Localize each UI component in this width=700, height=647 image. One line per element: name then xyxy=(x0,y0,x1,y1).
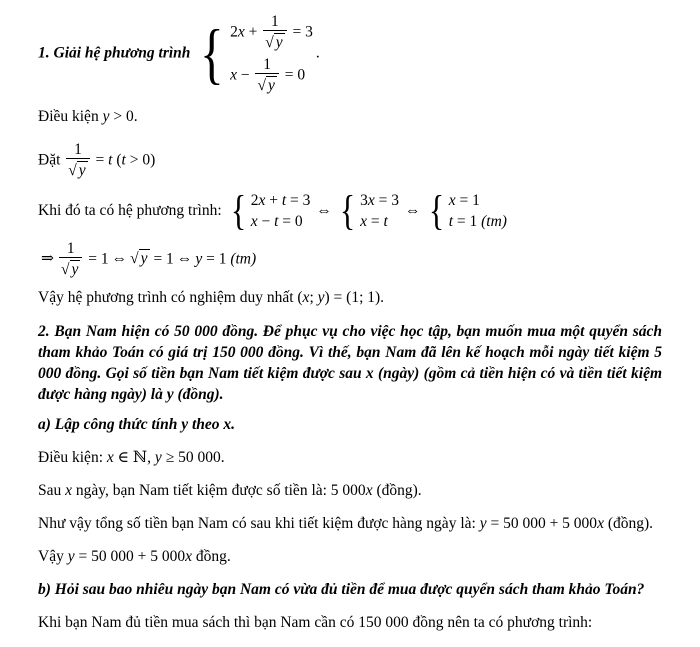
math-run: + xyxy=(265,191,282,209)
text-run: Điều kiện: xyxy=(38,448,107,466)
math-var: t xyxy=(448,212,454,230)
fraction-numerator: 1 xyxy=(271,13,279,30)
text-run: ∈ ℕ, xyxy=(113,448,155,466)
system-c-row-2 xyxy=(449,212,507,232)
left-brace-icon: { xyxy=(200,16,225,92)
text-run: = 50 000 + 5 000 xyxy=(74,547,186,565)
math-var: x xyxy=(106,448,114,466)
left-brace-icon: { xyxy=(230,187,246,235)
system-b-row-2 xyxy=(360,212,399,232)
fraction-numerator: 1 xyxy=(263,55,272,73)
math-run: = 0 xyxy=(280,66,306,84)
part-a-total-line xyxy=(38,514,662,534)
math-run: + xyxy=(244,23,262,41)
radical-icon: √ xyxy=(257,76,266,94)
fraction xyxy=(253,56,280,96)
math-var: x xyxy=(65,481,73,499)
problem-1-title: 1. Giải hệ phương trình xyxy=(38,44,191,62)
system-1-row-2 xyxy=(230,56,313,96)
condition-line xyxy=(38,107,662,127)
fraction-denominator xyxy=(255,73,278,96)
radical-icon: √ xyxy=(265,34,274,52)
system-b-rows xyxy=(360,191,399,232)
math-run: = 3 xyxy=(374,191,399,209)
math-var: x xyxy=(258,191,266,209)
math-run: = 1 xyxy=(84,250,109,268)
problem-1-conclusion xyxy=(38,288,662,308)
text-run: đồng. xyxy=(191,547,231,565)
math-run: > 0) xyxy=(125,151,156,169)
square-root xyxy=(265,34,284,51)
radicand: y xyxy=(267,76,275,94)
text-run: Khi đó ta có hệ phương trình: xyxy=(38,201,226,219)
equation-system-a xyxy=(229,187,311,235)
iff-icon: ⇔ xyxy=(176,250,193,268)
math-run: . xyxy=(315,44,320,62)
square-root xyxy=(130,250,149,267)
text-run: > 0. xyxy=(109,108,138,126)
fraction xyxy=(261,13,288,53)
math-var: y xyxy=(154,448,162,466)
math-var: y xyxy=(479,514,487,532)
system-a-row-1 xyxy=(251,191,311,211)
text-run: Sau xyxy=(38,481,66,499)
math-var: t xyxy=(383,212,388,230)
math-var: y xyxy=(67,547,75,565)
part-a-saving-line xyxy=(38,481,662,501)
left-brace-icon: { xyxy=(428,187,444,235)
fraction-denominator xyxy=(59,257,82,280)
math-var: x xyxy=(230,66,237,84)
fraction-numerator: 1 xyxy=(66,239,75,257)
left-brace-icon: { xyxy=(339,187,356,235)
math-var: x xyxy=(367,191,375,209)
square-root xyxy=(68,162,87,179)
part-a-title: a) Lập công thức tính y theo x. xyxy=(38,415,236,433)
text-run: Điều kiện xyxy=(38,108,103,126)
square-root xyxy=(257,77,276,94)
part-b-title: b) Hỏi sau bao nhiêu ngày bạn Nam có vừa đủ tiền để mua được quyển sách tham khảo Toán? xyxy=(38,580,645,598)
radicand: y xyxy=(71,260,79,278)
system-a-rows xyxy=(251,191,311,232)
text-run: Vậy xyxy=(38,547,68,565)
math-run: ( xyxy=(112,151,122,169)
math-var: t xyxy=(121,151,126,169)
radicand: y xyxy=(275,34,283,52)
math-run: = 3 xyxy=(288,23,313,41)
radical-icon: √ xyxy=(130,250,139,268)
math-var: y xyxy=(102,108,110,126)
math-run: = 3 xyxy=(286,191,311,209)
radical-icon: √ xyxy=(61,260,70,278)
iff-icon: ⇔ xyxy=(405,201,421,219)
part-b-line: Khi bạn Nam đủ tiền mua sách thì bạn Nam cần có 150 000 đồng nên ta có phương trình: xyxy=(38,613,593,631)
math-run: − xyxy=(257,212,275,230)
radicand: y xyxy=(78,162,86,180)
math-run: = 1 xyxy=(453,212,482,230)
math-run: = 1 xyxy=(149,250,174,268)
text-run: Đặt xyxy=(38,151,65,169)
part-a-condition xyxy=(38,448,662,468)
math-run: = 0 xyxy=(278,212,303,230)
fraction-denominator xyxy=(66,158,89,181)
problem-2-statement: 2. Bạn Nam hiện có 50 000 đồng. Để phục vụ cho việc học tập, bạn muốn mua một quyển sách tham khảo Toán có giá trị 150 000 đồng. Vì thế, bạn Nam đã lên kế hoạch mỗi ngày tiết kiệm 5 000 đồng. Gọi số tiền bạn Nam tiết kiệm được sau x (ngày) (gồm cả tiền hiện có và tiền tiết kiệm được hàng ngày) là y (đồng). xyxy=(38,322,662,403)
math-var: x xyxy=(237,23,245,41)
text-run: Như vậy tổng số tiền bạn Nam có sau khi tiết kiệm được hàng ngày là: xyxy=(38,514,480,532)
substitution-line xyxy=(38,141,662,181)
radical-icon: √ xyxy=(68,162,77,180)
math-run: 2 xyxy=(250,191,259,209)
text-run: Vậy hệ phương trình có nghiệm duy nhất ( xyxy=(38,288,303,306)
radicand: y xyxy=(140,250,148,268)
math-run-tm: (tm) xyxy=(481,212,507,230)
system-1-rows xyxy=(230,13,313,95)
text-run: ≥ 50 000. xyxy=(161,448,225,466)
fraction-denominator xyxy=(263,30,286,53)
solve-systems-line xyxy=(38,187,662,235)
implies-icon: ⇒ xyxy=(41,250,54,268)
system-c-row-1 xyxy=(449,191,507,211)
iff-icon: ⇔ xyxy=(111,250,128,268)
equation-system-1 xyxy=(197,13,313,95)
deduction-line xyxy=(38,240,662,280)
math-var: x xyxy=(250,212,258,230)
math-var: x xyxy=(597,514,604,532)
fraction-numerator: 1 xyxy=(74,141,82,159)
equation-system-b xyxy=(338,187,399,235)
text-run: ; xyxy=(309,288,318,306)
text-run: (đồng). xyxy=(603,514,654,532)
problem-1-header xyxy=(38,13,662,95)
math-var: x xyxy=(365,481,373,499)
math-var: x xyxy=(302,288,310,306)
iff-icon: ⇔ xyxy=(316,201,332,219)
math-run: 2 xyxy=(230,23,238,41)
system-a-row-2 xyxy=(251,212,311,232)
math-run: − xyxy=(236,66,254,84)
text-run: ngày, bạn Nam tiết kiệm được số tiền là: 5 000 xyxy=(72,481,366,499)
math-run: = xyxy=(367,212,384,230)
text-run: = 50 000 + 5 000 xyxy=(486,514,598,532)
math-run: = 1 xyxy=(455,191,480,209)
math-var: y xyxy=(317,288,325,306)
system-1-row-1 xyxy=(230,13,313,53)
math-run: 3 xyxy=(360,191,368,209)
fraction xyxy=(64,141,91,181)
math-run: = 1 xyxy=(202,250,231,268)
equation-system-c xyxy=(427,187,507,235)
math-var: t xyxy=(281,191,287,209)
part-a-conclusion xyxy=(38,547,662,567)
math-var: x xyxy=(448,191,456,209)
math-run-tm: (tm) xyxy=(230,250,257,268)
fraction xyxy=(57,240,84,280)
math-var: t xyxy=(274,212,279,230)
text-run: (đồng). xyxy=(372,481,422,499)
math-var: y xyxy=(195,250,203,268)
math-var: x xyxy=(360,212,367,230)
math-var: t xyxy=(108,151,113,169)
square-root xyxy=(61,261,80,278)
math-run: = xyxy=(91,151,109,169)
system-b-row-1 xyxy=(360,191,399,211)
text-run: ) = (1; 1). xyxy=(324,288,385,306)
system-c-rows xyxy=(449,191,507,232)
math-var: x xyxy=(185,547,192,565)
